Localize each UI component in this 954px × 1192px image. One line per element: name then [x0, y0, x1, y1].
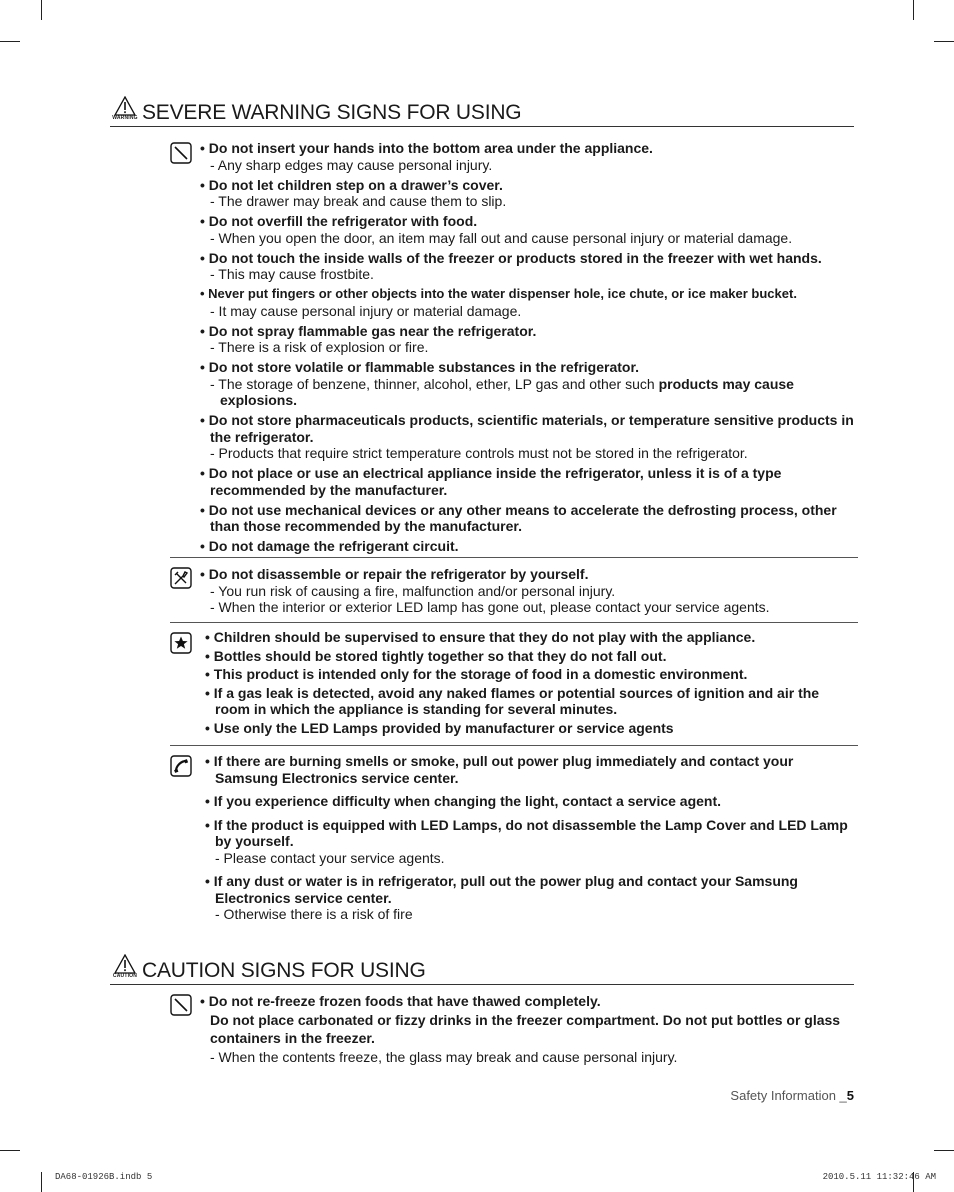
- caution-title: CAUTION SIGNS FOR USING: [142, 959, 426, 982]
- warning-title: SEVERE WARNING SIGNS FOR USING: [142, 101, 522, 124]
- list-item: • Do not damage the refrigerant circuit.: [200, 538, 855, 555]
- prohibited-icon: [170, 994, 192, 1016]
- list-item: • If there are burning smells or smoke, pull out power plug immediately and contact your Samsung Electronics service center.: [205, 753, 855, 786]
- divider: [170, 557, 858, 558]
- list-item: • Do not let children step on a drawer’s cover. - The drawer may break and cause them to slip.: [200, 177, 855, 210]
- contact-icon-box: [170, 755, 192, 777]
- mandatory-star-icon: [170, 632, 192, 654]
- divider: [170, 745, 858, 746]
- list-item: • This product is intended only for the storage of food in a domestic environment.: [205, 666, 855, 683]
- slug-file: DA68-01926B.indb 5: [55, 1172, 153, 1182]
- page-number: 5: [846, 1088, 854, 1103]
- crop-mark: [934, 41, 954, 42]
- contact-service-list: [205, 753, 855, 930]
- list-item: • Do not use mechanical devices or any other means to accelerate the defrosting process, other than those recommended by the manufacturer.: [200, 502, 855, 535]
- list-item: • Do not place or use an electrical appliance inside the refrigerator, unless it is of a type recommended by the manufacturer.: [200, 465, 855, 498]
- list-item: • Use only the LED Lamps provided by manufacturer or service agents: [205, 720, 855, 737]
- contact-service-phone-icon: [170, 755, 192, 777]
- warning-triangle-icon: [114, 96, 136, 116]
- caution-symbol: [112, 954, 138, 979]
- list-item: • Do not disassemble or repair the refrigerator by yourself. - You run risk of causing a fire, malfunction and/or personal injury. - When the interior or exterior LED lamp has gone out, please contact your service agents.: [200, 566, 855, 616]
- crop-mark: [934, 1150, 954, 1151]
- list-item: • Do not insert your hands into the bottom area under the appliance. - Any sharp edges may cause personal injury.: [200, 140, 855, 173]
- list-item: • Never put fingers or other objects into the water dispenser hole, ice chute, or ice maker bucket. - It may cause personal injury or material damage.: [200, 286, 855, 319]
- prohibited-icon: [170, 142, 192, 164]
- warning-heading: [110, 96, 854, 127]
- list-item: • Do not overfill the refrigerator with food. - When you open the door, an item may fall out and cause personal injury or material damage.: [200, 213, 855, 246]
- divider: [170, 622, 858, 623]
- crop-mark: [41, 0, 42, 20]
- warning-symbol: [112, 96, 138, 121]
- do-not-disassemble-icon: [170, 567, 192, 589]
- crop-mark: [41, 1172, 42, 1192]
- caution-triangle-icon: [114, 954, 136, 974]
- prohibited-icon-box: [170, 994, 192, 1016]
- caution-heading: [110, 954, 854, 985]
- list-item: • Bottles should be stored tightly together so that they do not fall out.: [205, 648, 855, 665]
- prohibited-icon-box: [170, 142, 192, 164]
- contact-service-block: [170, 755, 858, 935]
- page-footer: [730, 1088, 854, 1103]
- mandatory-list: [205, 629, 855, 738]
- list-item: • Children should be supervised to ensure that they do not play with the appliance.: [205, 629, 855, 646]
- disassemble-block: [170, 567, 858, 617]
- mandatory-block: [170, 629, 858, 740]
- caution-label: CAUTION: [112, 973, 138, 979]
- list-item: • Do not re-freeze frozen foods that have thawed completely. Do not place carbonated or fizzy drinks in the freezer compartment. Do not put bottles or glass containers in the freezer. - When the contents freeze, the glass may break and cause personal injury.: [200, 992, 860, 1066]
- caution-list: [200, 992, 860, 1070]
- list-item: • Do not touch the inside walls of the freezer or products stored in the freezer with wet hands. - This may cause frostbite.: [200, 250, 855, 283]
- crop-mark: [913, 0, 914, 20]
- crop-mark: [0, 1150, 20, 1151]
- disassemble-list: [200, 566, 855, 619]
- mandatory-icon-box: [170, 632, 192, 654]
- prohibited-list: [200, 140, 855, 558]
- warning-label: WARNING: [112, 115, 138, 121]
- crop-mark: [0, 41, 20, 42]
- list-item: • If you experience difficulty when changing the light, contact a service agent.: [205, 793, 855, 810]
- prohibited-block: [170, 142, 858, 552]
- list-item: • Do not store volatile or flammable substances in the refrigerator. - The storage of benzene, thinner, alcohol, ether, LP gas and other such products may cause explosions.: [200, 359, 855, 409]
- caution-block: [170, 994, 858, 1069]
- disassemble-icon-box: [170, 567, 192, 589]
- list-item: • If the product is equipped with LED Lamps, do not disassemble the Lamp Cover and LED Lamp by yourself. - Please contact your service agents.: [205, 817, 855, 867]
- list-item: • If any dust or water is in refrigerator, pull out the power plug and contact your Samsung Electronics service center. - Otherwise there is a risk of fire: [205, 873, 855, 923]
- slug-timestamp: 2010.5.11 11:32:46 AM: [822, 1172, 936, 1182]
- list-item: • Do not spray flammable gas near the refrigerator. - There is a risk of explosion or fire.: [200, 323, 855, 356]
- list-item: • Do not store pharmaceuticals products, scientific materials, or temperature sensitive products in the refrigerator. - Products that require strict temperature controls must not be stored in the refrigerator.: [200, 412, 855, 462]
- footer-section: Safety Information _: [730, 1088, 847, 1103]
- list-item: • If a gas leak is detected, avoid any naked flames or potential sources of ignition and air the room in which the appliance is standing for several minutes.: [205, 685, 855, 718]
